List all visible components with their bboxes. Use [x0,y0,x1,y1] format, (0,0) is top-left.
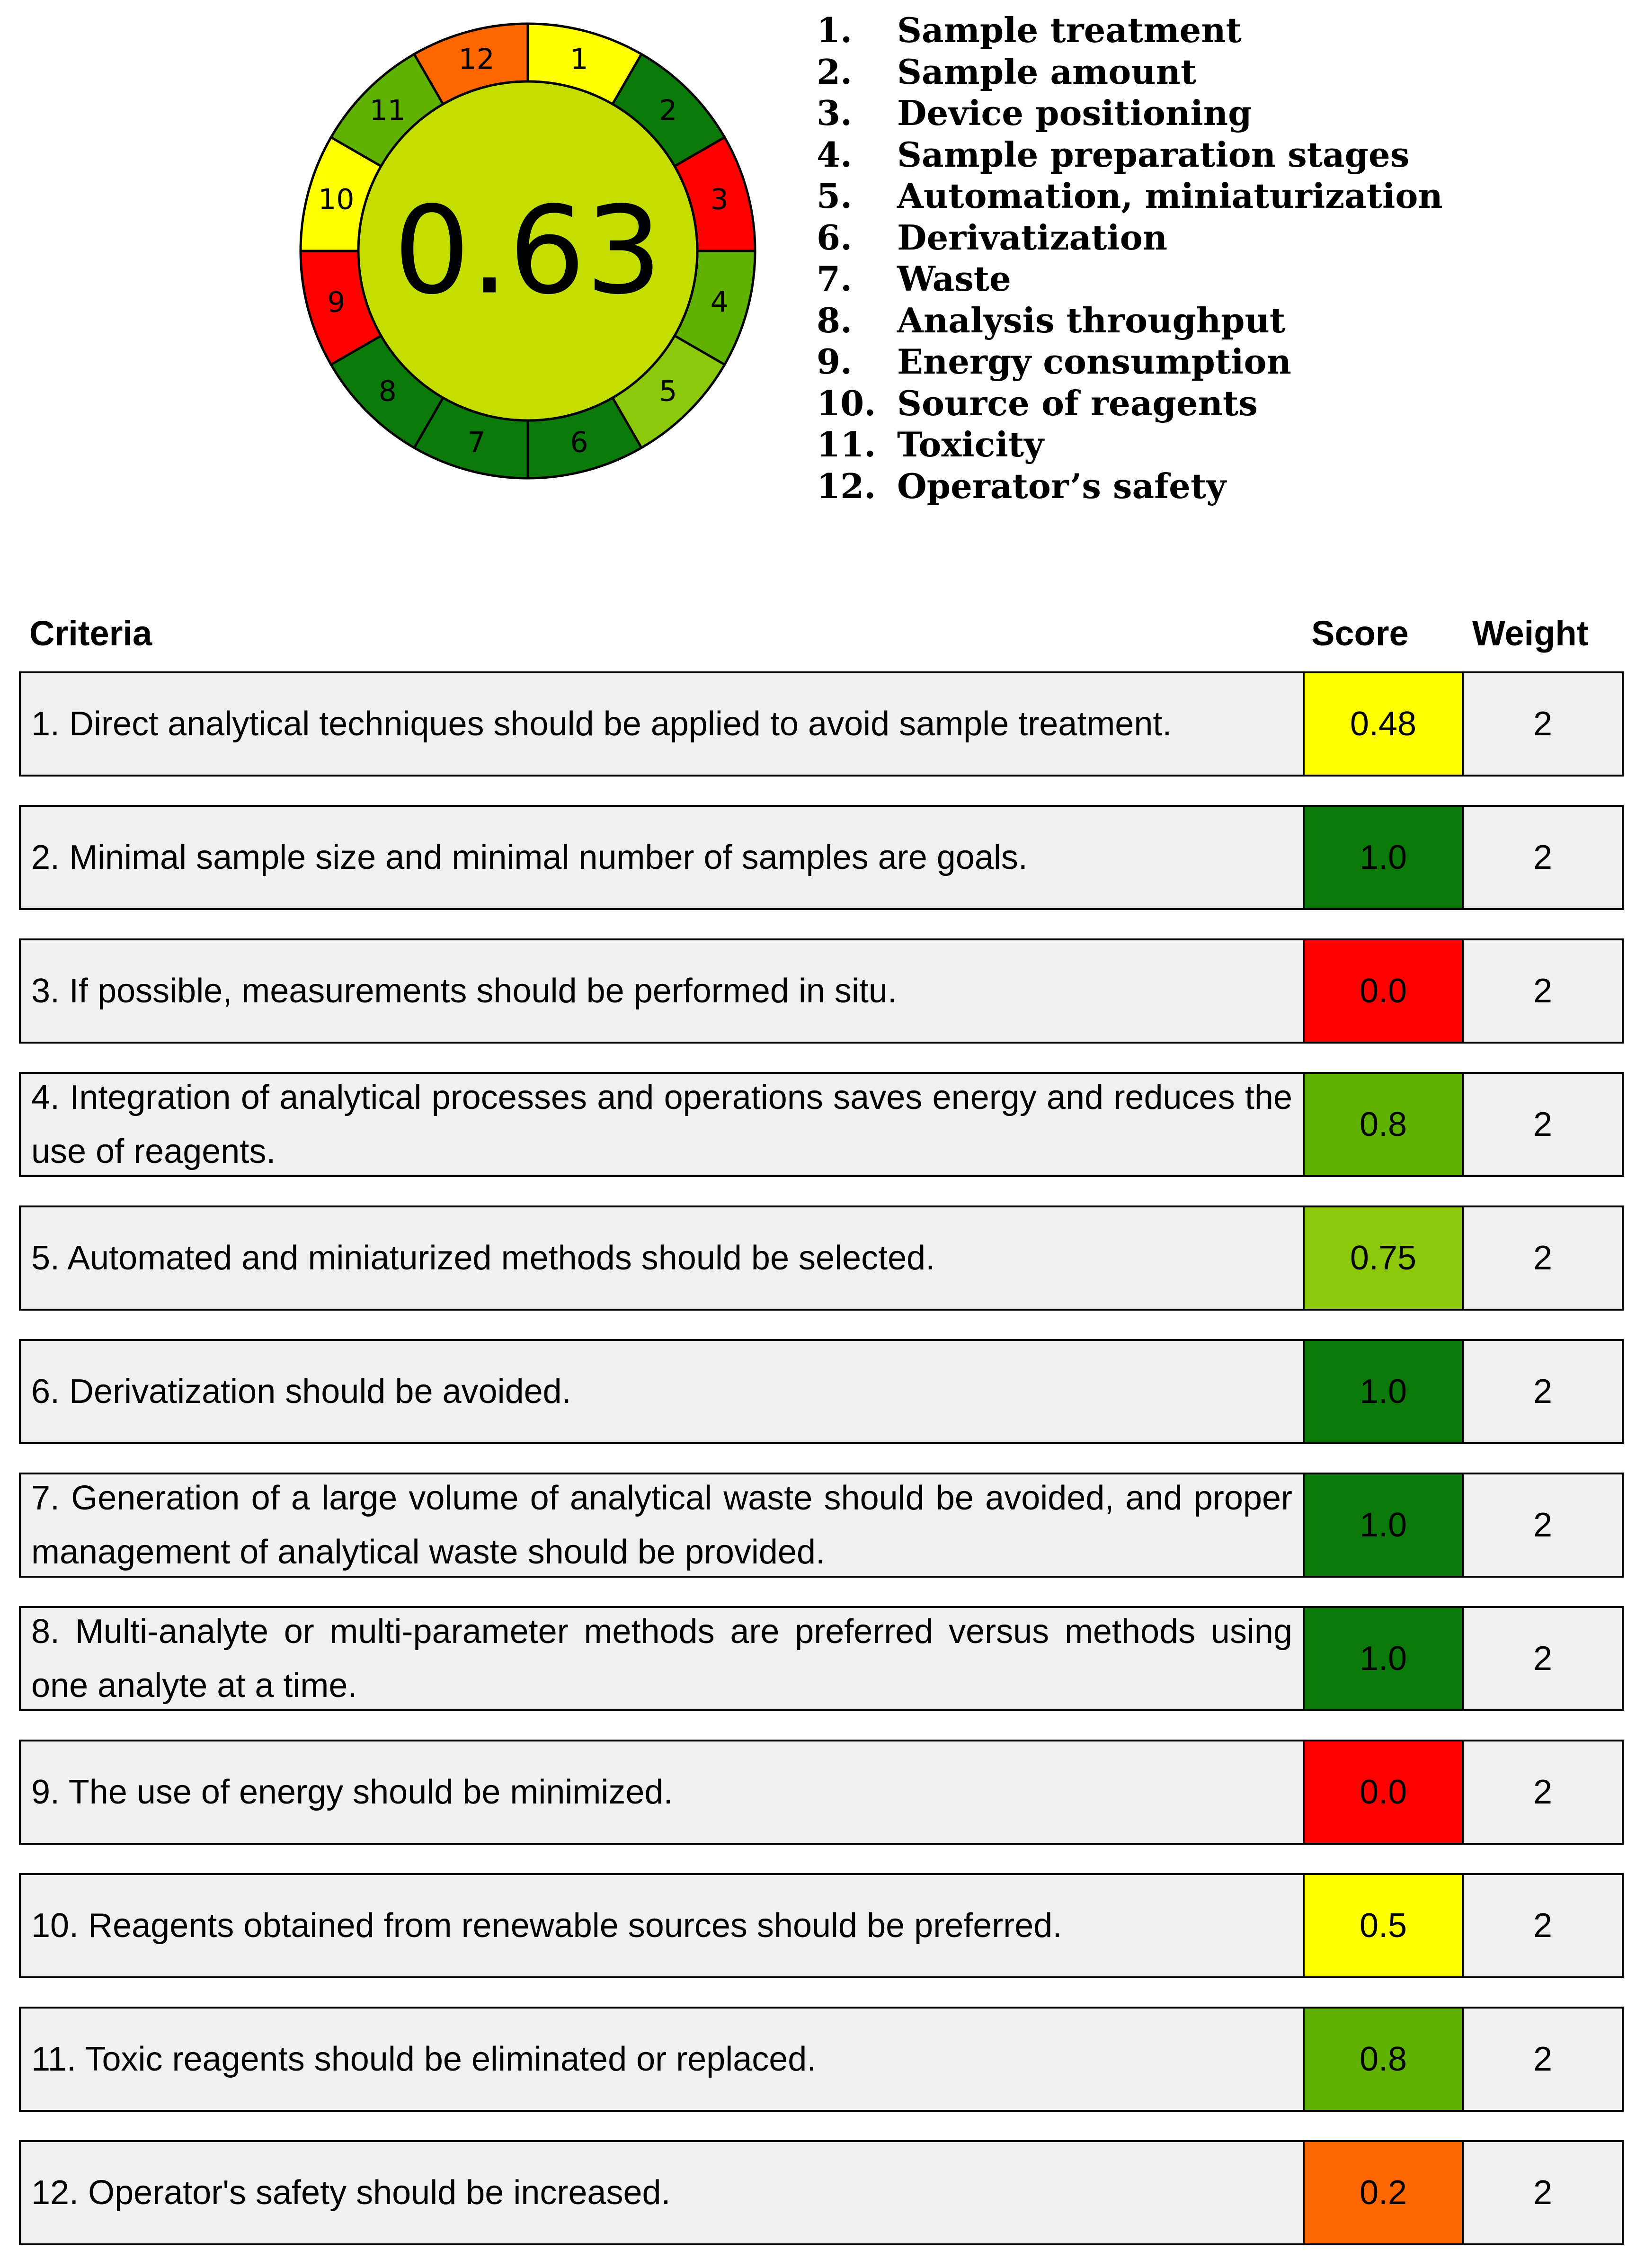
criteria-text: 8. Multi-analyte or multi-parameter methods are preferred versus methods using one analyte at a time. [31,1613,1292,1705]
score-cell: 1.0 [1305,1474,1464,1576]
weight-cell: 2 [1533,1773,1553,1811]
legend-label: Derivatization [897,217,1168,258]
legend-item [817,175,1443,217]
wheel-segment-label: 6 [570,426,588,459]
criteria-cell [21,1741,1305,1843]
score-cell: 1.0 [1305,807,1464,908]
criteria-text: 10. Reagents obtained from renewable sources should be preferred. [31,1907,1062,1945]
wheel-segment-label: 4 [710,286,729,319]
criteria-cell [21,1875,1305,1976]
legend-label: Waste [897,259,1011,299]
legend-number: 4. [817,134,853,175]
legend-item [817,92,1443,134]
criteria-text: 6. Derivatization should be avoided. [31,1373,571,1411]
table-row [19,671,1624,777]
legend-label: Source of reagents [897,383,1258,423]
legend-item [817,134,1443,176]
legend-label: Energy consumption [897,341,1291,382]
wheel-segment-label: 12 [458,43,495,76]
legend-item [817,465,1443,507]
criteria-legend [817,9,1443,507]
table-row [19,2007,1624,2112]
table-row [19,938,1624,1044]
weight-cell: 2 [1533,1506,1553,1544]
wheel-segment-label: 9 [327,286,346,319]
table-row [19,1339,1624,1444]
legend-label: Operator’s safety [897,465,1227,506]
wheel-segment-label: 11 [369,94,406,127]
wheel-segment-label: 2 [659,94,677,127]
table-row [19,1205,1624,1311]
legend-number: 11. [817,424,876,464]
weight-cell: 2 [1533,839,1553,876]
weight-cell: 2 [1533,1373,1553,1411]
total-score: 0.63 [393,180,662,321]
score-cell: 0.8 [1305,2009,1464,2110]
legend-number: 2. [817,51,853,92]
table-row [19,2140,1624,2245]
legend-number: 3. [817,93,853,133]
wheel-segment-label: 5 [659,375,677,408]
weight-cell: 2 [1533,1640,1553,1678]
criteria-text: 5. Automated and miniaturized methods should be selected. [31,1239,935,1277]
legend-number: 1. [817,10,853,50]
table-row [19,1606,1624,1711]
score-cell: 0.75 [1305,1207,1464,1309]
score-cell: 0.0 [1305,1741,1464,1843]
score-cell: 0.48 [1305,673,1464,775]
criteria-cell [21,940,1305,1042]
table-row [19,1473,1624,1578]
weight-cell: 2 [1533,2174,1553,2212]
legend-item [817,383,1443,424]
table-row [19,1740,1624,1845]
criteria-text: 1. Direct analytical techniques should be applied to avoid sample treatment. [31,705,1172,743]
criteria-cell [21,1074,1305,1175]
weight-cell: 2 [1533,2040,1553,2078]
legend-number: 8. [817,300,853,340]
criteria-text: 2. Minimal sample size and minimal number of samples are goals. [31,839,1028,876]
criteria-cell [21,1341,1305,1442]
score-cell: 1.0 [1305,1341,1464,1442]
legend-label: Sample amount [897,51,1197,92]
header-weight: Weight [1472,614,1589,653]
criteria-text: 4. Integration of analytical processes and operations saves energy and reduces the use of reagents. [31,1079,1292,1170]
criteria-cell [21,2142,1305,2243]
weight-cell: 2 [1533,972,1553,1010]
wheel-segment-label: 10 [318,183,355,216]
header-score: Score [1311,614,1409,653]
score-cell: 0.0 [1305,940,1464,1042]
criteria-cell [21,1474,1305,1576]
table-header [0,613,1645,661]
legend-number: 6. [817,217,853,258]
wheel-segment-label: 1 [570,43,588,76]
score-cell: 0.8 [1305,1074,1464,1175]
legend-item [817,217,1443,259]
score-cell: 0.5 [1305,1875,1464,1976]
criteria-cell [21,807,1305,908]
criteria-text: 12. Operator's safety should be increased. [31,2174,671,2212]
weight-cell: 2 [1533,705,1553,743]
score-cell: 0.2 [1305,2142,1464,2243]
legend-item [817,51,1443,93]
table-row [19,805,1624,910]
legend-item [817,424,1443,465]
legend-number: 9. [817,341,853,382]
legend-item [817,258,1443,300]
legend-label: Sample preparation stages [897,134,1410,175]
legend-item [817,300,1443,341]
score-cell: 1.0 [1305,1608,1464,1709]
legend-label: Toxicity [897,424,1044,464]
legend-number: 12. [817,465,876,506]
criteria-text: 11. Toxic reagents should be eliminated or replaced. [31,2040,817,2078]
legend-number: 10. [817,383,876,423]
criteria-cell [21,1608,1305,1709]
legend-label: Automation, miniaturization [897,176,1443,216]
legend-number: 5. [817,176,853,216]
weight-cell: 2 [1533,1239,1553,1277]
criteria-cell [21,2009,1305,2110]
criteria-cell [21,673,1305,775]
weight-cell: 2 [1533,1907,1553,1945]
criteria-cell [21,1207,1305,1309]
wheel-segment-label: 8 [378,375,397,408]
legend-number: 7. [817,259,853,299]
table-row [19,1072,1624,1177]
legend-item [817,341,1443,383]
criteria-text: 7. Generation of a large volume of analytical waste should be avoided, and proper management of analytical waste should be provided. [31,1479,1292,1571]
table-row [19,1873,1624,1978]
criteria-text: 9. The use of energy should be minimized. [31,1773,673,1811]
header-criteria: Criteria [29,614,152,653]
criteria-text: 3. If possible, measurements should be performed in situ. [31,972,897,1010]
weight-cell: 2 [1533,1106,1553,1143]
wheel-segment-label: 7 [467,426,486,459]
legend-label: Analysis throughput [897,300,1286,340]
legend-label: Device positioning [897,93,1252,133]
legend-item [817,9,1443,51]
wheel-segment-label: 3 [710,183,729,216]
legend-label: Sample treatment [897,10,1242,50]
